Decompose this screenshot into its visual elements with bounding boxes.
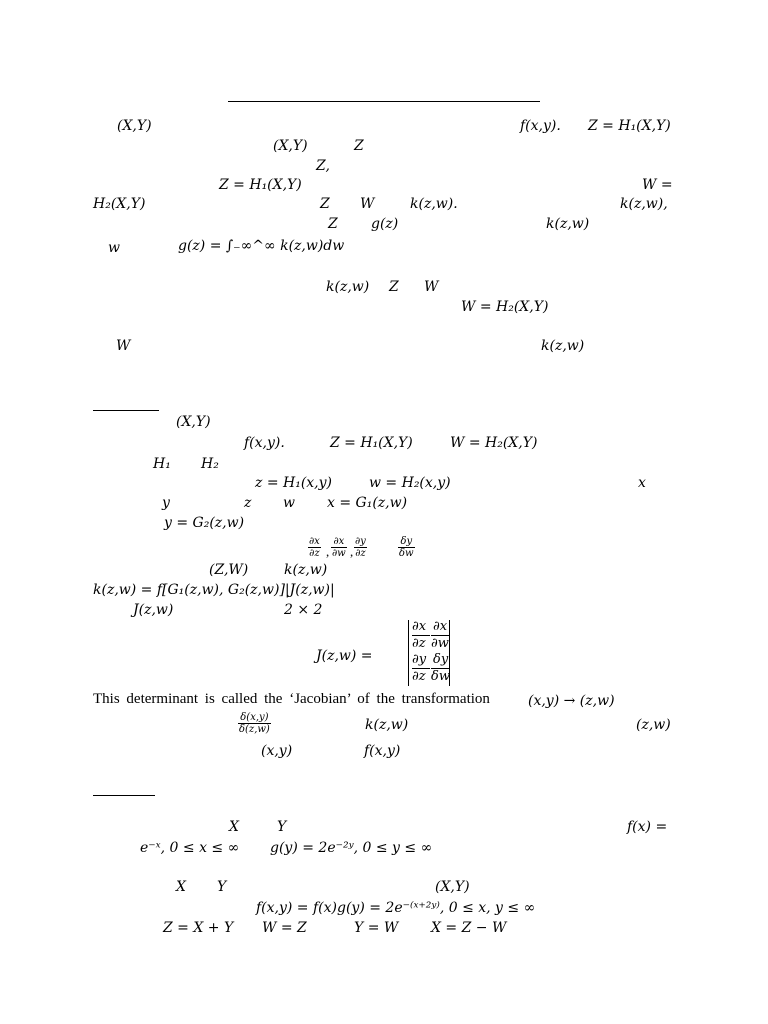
math-XY: (X,Y) [117, 118, 152, 134]
det-a-num: ∂x [412, 619, 427, 634]
partial-fraction: $\frac{\partial y}{\partial z}$ [355, 536, 366, 559]
math-kzw: k(z,w), [620, 196, 668, 212]
math-kzw: k(z,w) [546, 216, 590, 232]
math-kzw: k(z,w) [365, 717, 409, 733]
math-gy-def: g(y) = 2e⁻²ʸ, 0 ≤ y ≤ ∞ [270, 840, 433, 856]
section-rule [93, 410, 159, 411]
math-marginal: g(z) = ∫₋∞^∞ k(z,w)dw [178, 238, 345, 254]
math-W-def: W = H₂(X,Y) [461, 299, 549, 315]
title-rule [228, 101, 540, 102]
math-kzw: k(z,w). [410, 196, 458, 212]
math-k-formula: k(z,w) = f[G₁(z,w), G₂(z,w)]|J(z,w)| [93, 582, 335, 598]
math-Z: Z [354, 138, 364, 154]
math-Y-eq-W: Y = W [354, 920, 399, 936]
comma: , [350, 544, 354, 559]
jacobian-fraction: $\frac{\delta(x,y)}{\delta(z,w)}$ [239, 712, 270, 735]
math-w: w [283, 495, 295, 511]
math-y: y [162, 495, 170, 511]
math-density: f(x,y). [244, 435, 285, 451]
math-kzw: k(z,w) [541, 338, 585, 354]
math-density: f(x,y). [520, 118, 561, 134]
math-XY: (X,Y) [273, 138, 308, 154]
math-W-eq: W = [642, 177, 673, 193]
math-Z: Z [328, 216, 338, 232]
math-Y: Y [277, 819, 287, 835]
math-W: W [360, 196, 375, 212]
math-w-def: w = H₂(x,y) [369, 475, 451, 491]
math-x-inverse: x = G₁(z,w) [327, 495, 408, 511]
math-x: x [638, 475, 646, 491]
math-XY: (X,Y) [176, 414, 211, 430]
det-c-den: ∂z [412, 669, 426, 684]
det-c-num: ∂y [412, 652, 427, 667]
math-xy: (x,y) [261, 743, 293, 759]
det-d-num: δy [433, 652, 449, 667]
math-Z-sum: Z = X + Y [163, 920, 234, 936]
math-fx-def: e⁻ˣ, 0 ≤ x ≤ ∞ [140, 840, 240, 856]
jacobian-determinant [408, 620, 450, 686]
math-y-inverse: y = G₂(z,w) [164, 515, 245, 531]
math-2x2: 2 × 2 [284, 602, 323, 618]
comma: , [326, 544, 330, 559]
math-X: X [176, 879, 186, 895]
partial-fraction: $\frac{\delta y}{\delta w}$ [399, 536, 414, 559]
math-X-eq: X = Z − W [431, 920, 507, 936]
math-Z-def: Z = H₁(X,Y) [330, 435, 413, 451]
math-Z: Z [389, 279, 399, 295]
det-b-den: ∂w [431, 636, 449, 651]
math-XY: (X,Y) [435, 879, 470, 895]
math-Z: Z [320, 196, 330, 212]
math-Y: Y [217, 879, 227, 895]
det-b-num: ∂x [433, 619, 448, 634]
det-d-den: δw [431, 669, 450, 684]
math-ZW: (Z,W) [209, 562, 249, 578]
math-fxy: f(x,y) [364, 743, 401, 759]
math-H2: H₂(X,Y) [93, 196, 146, 212]
partial-fraction: $\frac{\partial x}{\partial w}$ [332, 536, 346, 559]
section-rule [93, 795, 155, 796]
math-Z: Z, [316, 158, 330, 174]
math-kzw: k(z,w) [284, 562, 328, 578]
partial-fraction: $\frac{\partial x}{\partial z}$ [309, 536, 320, 559]
math-J-eq: J(z,w) = [316, 648, 373, 664]
math-w: w [108, 240, 120, 256]
math-W: W [116, 338, 131, 354]
math-joint-density: f(x,y) = f(x)g(y) = 2e⁻⁽ˣ⁺²ʸ⁾, 0 ≤ x, y ≤ ∞ [256, 900, 536, 916]
math-fx-eq: f(x) = [627, 819, 668, 835]
math-W-def: W = H₂(X,Y) [450, 435, 538, 451]
math-kzw: k(z,w) [326, 279, 370, 295]
math-H1: H₁ [153, 456, 171, 472]
math-H2: H₂ [201, 456, 219, 472]
math-Z-def: Z = H₁(X,Y) [219, 177, 302, 193]
math-transformation: (x,y) → (z,w) [528, 693, 615, 709]
math-W-eq-Z: W = Z [262, 920, 307, 936]
math-zw: (z,w) [636, 717, 671, 733]
math-z: z [244, 495, 252, 511]
det-a-den: ∂z [412, 636, 426, 651]
jacobian-sentence: This determinant is called the ‘Jacobian’ of the transformation [93, 691, 490, 707]
math-z-def: z = H₁(x,y) [255, 475, 333, 491]
math-gz: g(z) [371, 216, 399, 232]
math-Z-def: Z = H₁(X,Y) [588, 118, 671, 134]
math-X: X [229, 819, 239, 835]
math-W: W [424, 279, 439, 295]
math-Jzw: J(z,w) [133, 602, 174, 618]
